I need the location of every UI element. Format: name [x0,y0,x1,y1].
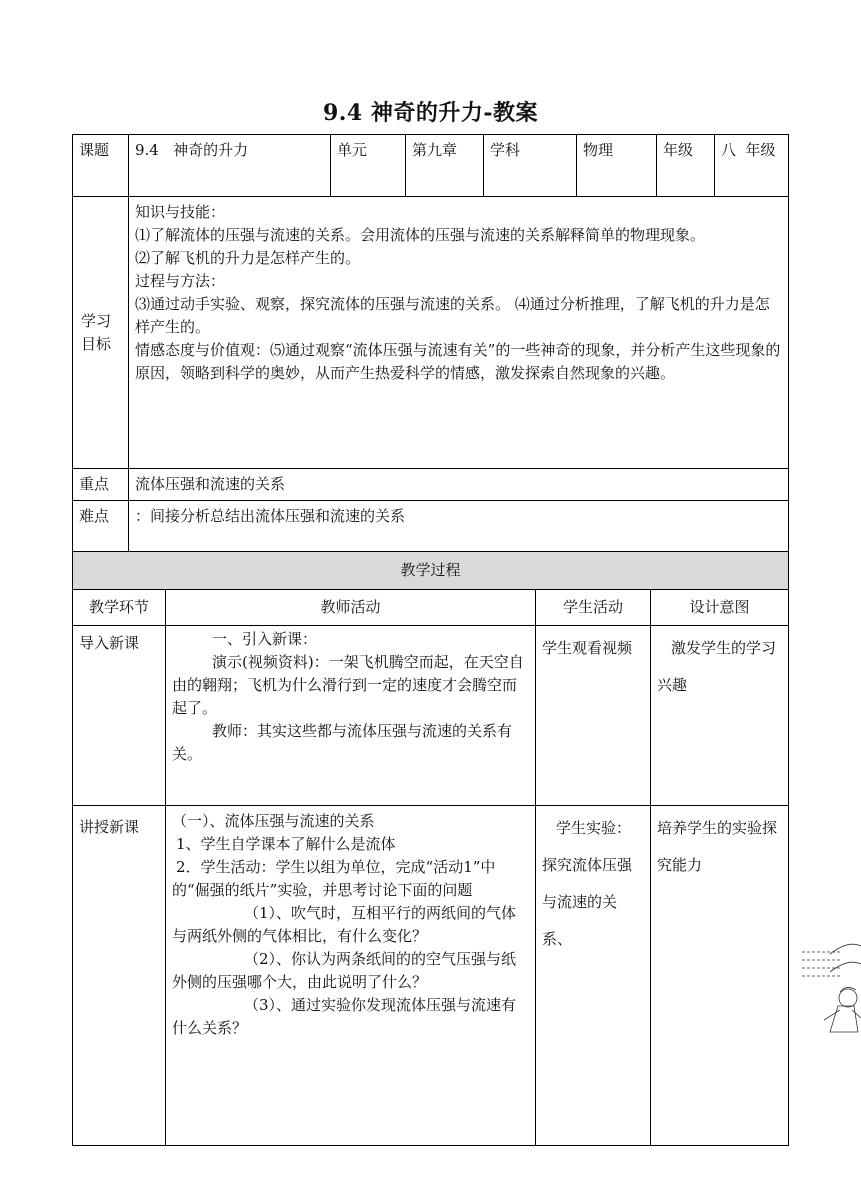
goals-line: ⑴了解流体的压强与流速的关系。会用流体的压强与流速的关系解释简单的物理现象。 [135,226,706,244]
col-header: 教师活动 [166,590,536,626]
goals-label: 学习目标 [73,197,129,469]
page-title: 9.4 神奇的升力-教案 [322,100,539,126]
stage-cell: 导入新课 [73,626,166,806]
unit-value: 第九章 [406,135,484,197]
teacher-line: 2．学生活动：学生以组为单位，完成“活动1”中的“倔强的纸片”实验，并思考讨论下面的问题 [172,858,496,899]
goals-line: 情感态度与价值观：⑸通过观察“流体压强与流速有关”的一些神奇的现象，并分析产生这些现象的原因，领略到科学的奥妙，从而产生热爱科学的情感，激发探索自然现象的兴趣。 [135,341,781,382]
process-heading: 教学过程 [73,552,789,590]
topic-value: 9.4 神奇的升力 [129,135,331,197]
teacher-line: 教师：其实这些都与流体压强与流速的关系有关。 [172,722,513,763]
unit-label: 单元 [331,135,406,197]
teacher-line: （1）、吹气时，互相平行的两纸间的气体与两纸外侧的气体相比，有什么变化？ [172,904,517,945]
student-cell: 学生实验：探究流体压强与流速的关系、 [536,806,651,1146]
difficulty-value: ：间接分析总结出流体压强和流速的关系 [129,501,789,553]
teacher-cell [166,626,536,806]
intent-cell: 激发学生的学习兴趣 [651,626,789,806]
subject-value: 物理 [577,135,657,197]
goals-content [129,197,789,469]
intent-cell: 培养学生的实验探究能力 [651,806,789,1146]
teacher-line: 1、学生自学课本了解什么是流体 [176,835,396,853]
teacher-line: （一）、流体压强与流速的关系 [172,812,375,830]
col-header: 学生活动 [536,590,651,626]
goals-line: ⑶通过动手实验、观察，探究流体的压强与流速的关系。 ⑷通过分析推理，了解飞机的升力是怎样产生的。 [135,295,770,336]
stage-cell: 讲授新课 [73,806,166,1146]
goals-line: 知识与技能： [135,203,226,221]
teacher-line: 演示(视频资料)：一架飞机腾空而起，在天空自由的翱翔；飞机为什么滑行到一定的速度才会腾空而起了。 [172,653,524,717]
process-table [72,551,789,1146]
grade-value: 八 年级 [715,135,789,197]
teacher-line: （3）、通过实验你发现流体压强与流速有什么关系？ [172,996,517,1037]
teacher-cell [166,806,536,1146]
grade-label: 年级 [657,135,715,197]
teacher-line: 一、引入新课： [212,630,318,648]
col-header: 设计意图 [651,590,789,626]
topic-label: 课题 [73,135,129,197]
subject-label: 学科 [484,135,577,197]
goals-line: 过程与方法： [135,272,226,290]
goals-line: ⑵了解飞机的升力是怎样产生的。 [135,249,361,267]
key-value: 流体压强和流速的关系 [129,469,789,501]
key-label: 重点 [73,469,129,501]
student-cell: 学生观看视频 [536,626,651,806]
student-blowing-paper-illustration [800,940,861,1036]
teacher-line: （2）、你认为两条纸间的的空气压强与纸外侧的压强哪个大，由此说明了什么？ [172,950,517,991]
col-header: 教学环节 [73,590,166,626]
info-table [72,134,789,553]
difficulty-label: 难点 [73,501,129,553]
